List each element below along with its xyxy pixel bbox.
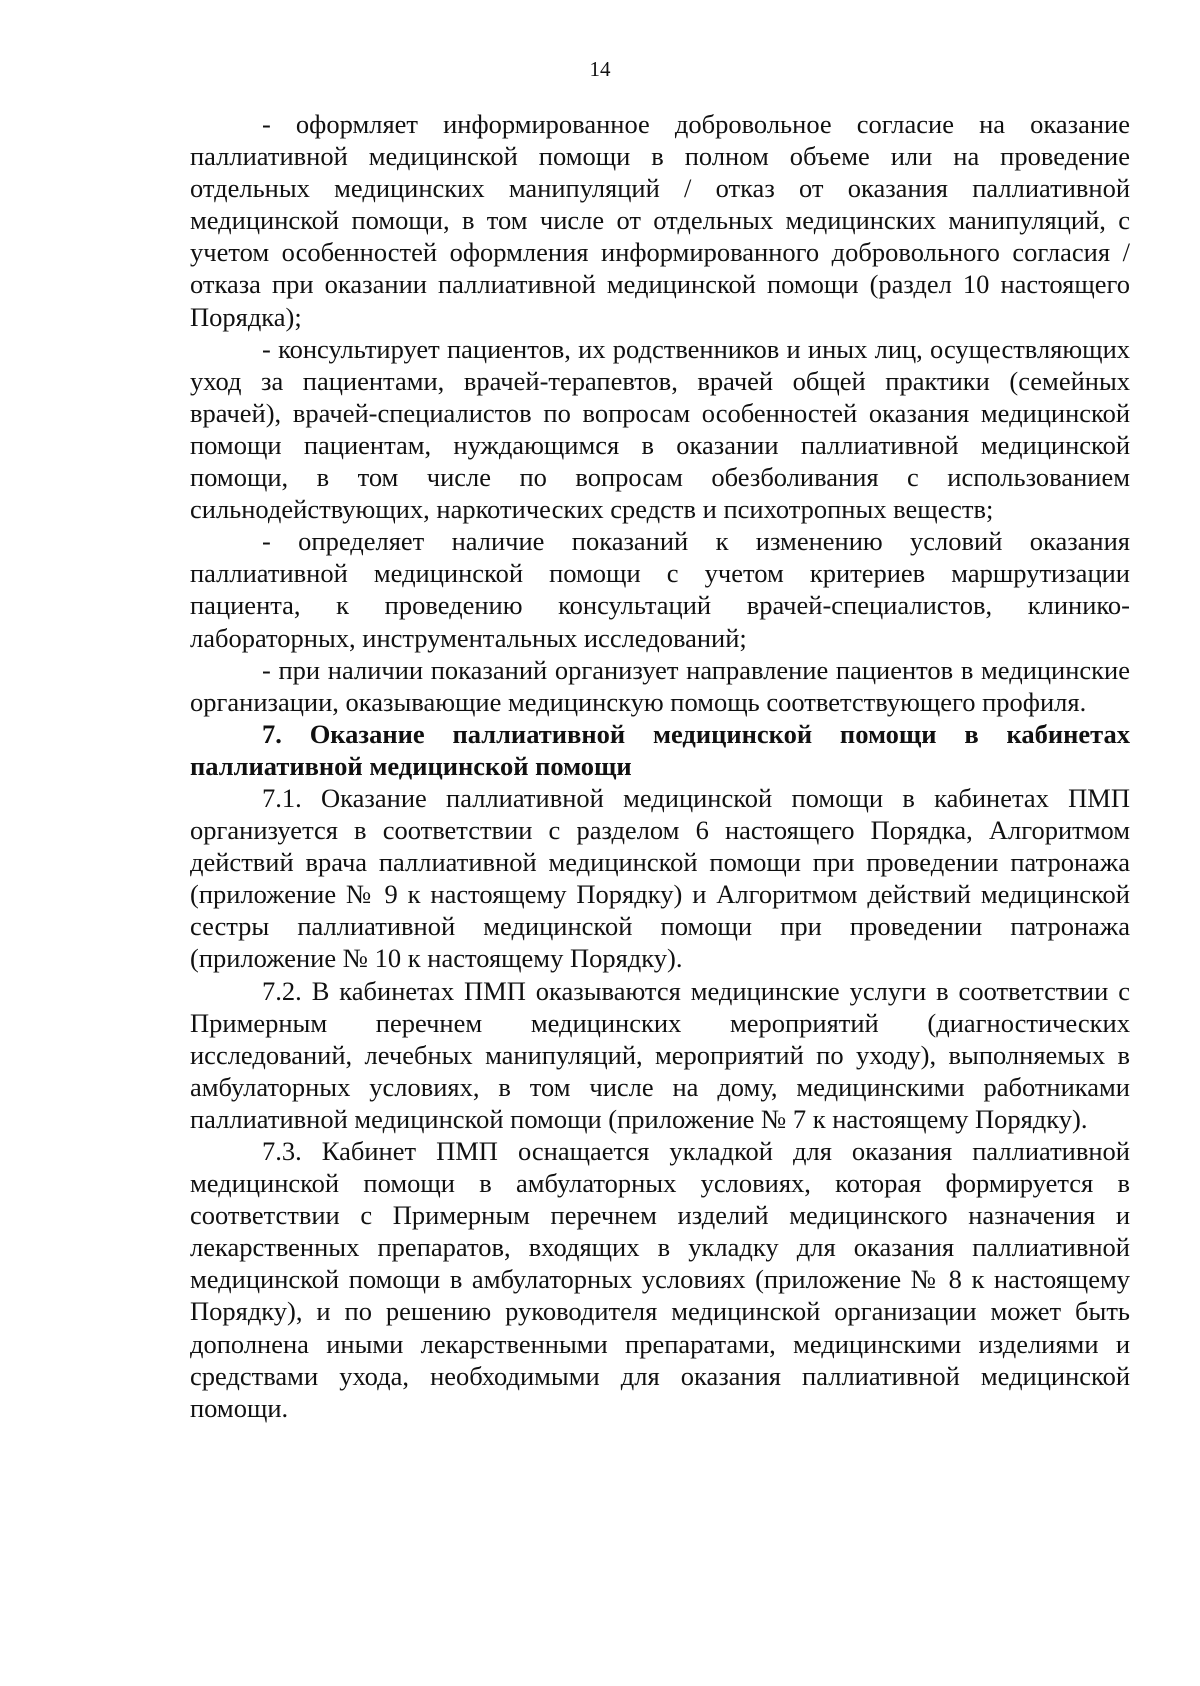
section-paragraph-7-3: 7.3. Кабинет ПМП оснащается укладкой для оказания паллиативной медицинской помощи в амбулаторных условиях, которая формируется в соответствии с Примерным перечнем изделий медицинского назначения и лекарственных препаратов, входящих в укладку для оказания паллиативной медицинской помощи в амбулаторных условиях (приложение № 8 к настоящему Порядку), и по решению руководителя медицинской организации может быть дополнена иными лекарственными препаратами, медицинскими изделиями и средствами ухода, необходимыми для оказания паллиативной медицинской помощи. (190, 1136, 1130, 1423)
paragraph-consent: - оформляет информированное добровольное согласие на оказание паллиативной медицинской помощи в полном объеме или на проведение отдельных медицинских манипуляций / отказ от оказания паллиативной медицинской помощи, в том числе от отдельных медицинских манипуляций, с учетом особенностей оформления информированного добровольного согласия / отказа при оказании паллиативной медицинской помощи (раздел 10 настоящего Порядка); (190, 109, 1130, 332)
page-number: 14 (589, 57, 611, 81)
paragraph-consulting: - консультирует пациентов, их родственников и иных лиц, осуществляющих уход за пациентами, врачей-терапевтов, врачей общей практики (семейных врачей), врачей-специалистов по вопросам особенностей оказания медицинской помощи пациентам, нуждающимся в оказании паллиативной медицинской помощи, в том числе по вопросам обезболивания с использованием сильнодействующих, наркотических средств и психотропных веществ; (190, 333, 1130, 525)
section-paragraph-7-2: 7.2. В кабинетах ПМП оказываются медицинские услуги в соответствии с Примерным перечнем медицинских мероприятий (диагностических исследований, лечебных манипуляций, мероприятий по уходу), выполняемых в амбулаторных условиях, в том числе на дому, медицинскими работниками паллиативной медицинской помощи (приложение № 7 к настоящему Порядку). (190, 975, 1130, 1134)
section-paragraph-7-1: 7.1. Оказание паллиативной медицинской помощи в кабинетах ПМП организуется в соответствии с разделом 6 настоящего Порядка, Алгоритмом действий врача паллиативной медицинской помощи при проведении патронажа (приложение № 9 к настоящему Порядку) и Алгоритмом действий медицинской сестры паллиативной медицинской помощи при проведении патронажа (приложение № 10 к настоящему Порядку). (190, 782, 1130, 974)
paragraph-referral: - при наличии показаний организует направление пациентов в медицинские организации, оказывающие медицинскую помощь соответствующего профиля. (190, 654, 1130, 717)
paragraph-indications: - определяет наличие показаний к изменению условий оказания паллиативной медицинской помощи с учетом критериев маршрутизации пациента, к проведению консультаций врачей-специалистов, клинико-лабораторных, инструментальных исследований; (190, 526, 1130, 653)
section-heading: 7. Оказание паллиативной медицинской помощи в кабинетах паллиативной медицинской помощи (190, 718, 1130, 781)
document-body (190, 108, 1130, 1424)
